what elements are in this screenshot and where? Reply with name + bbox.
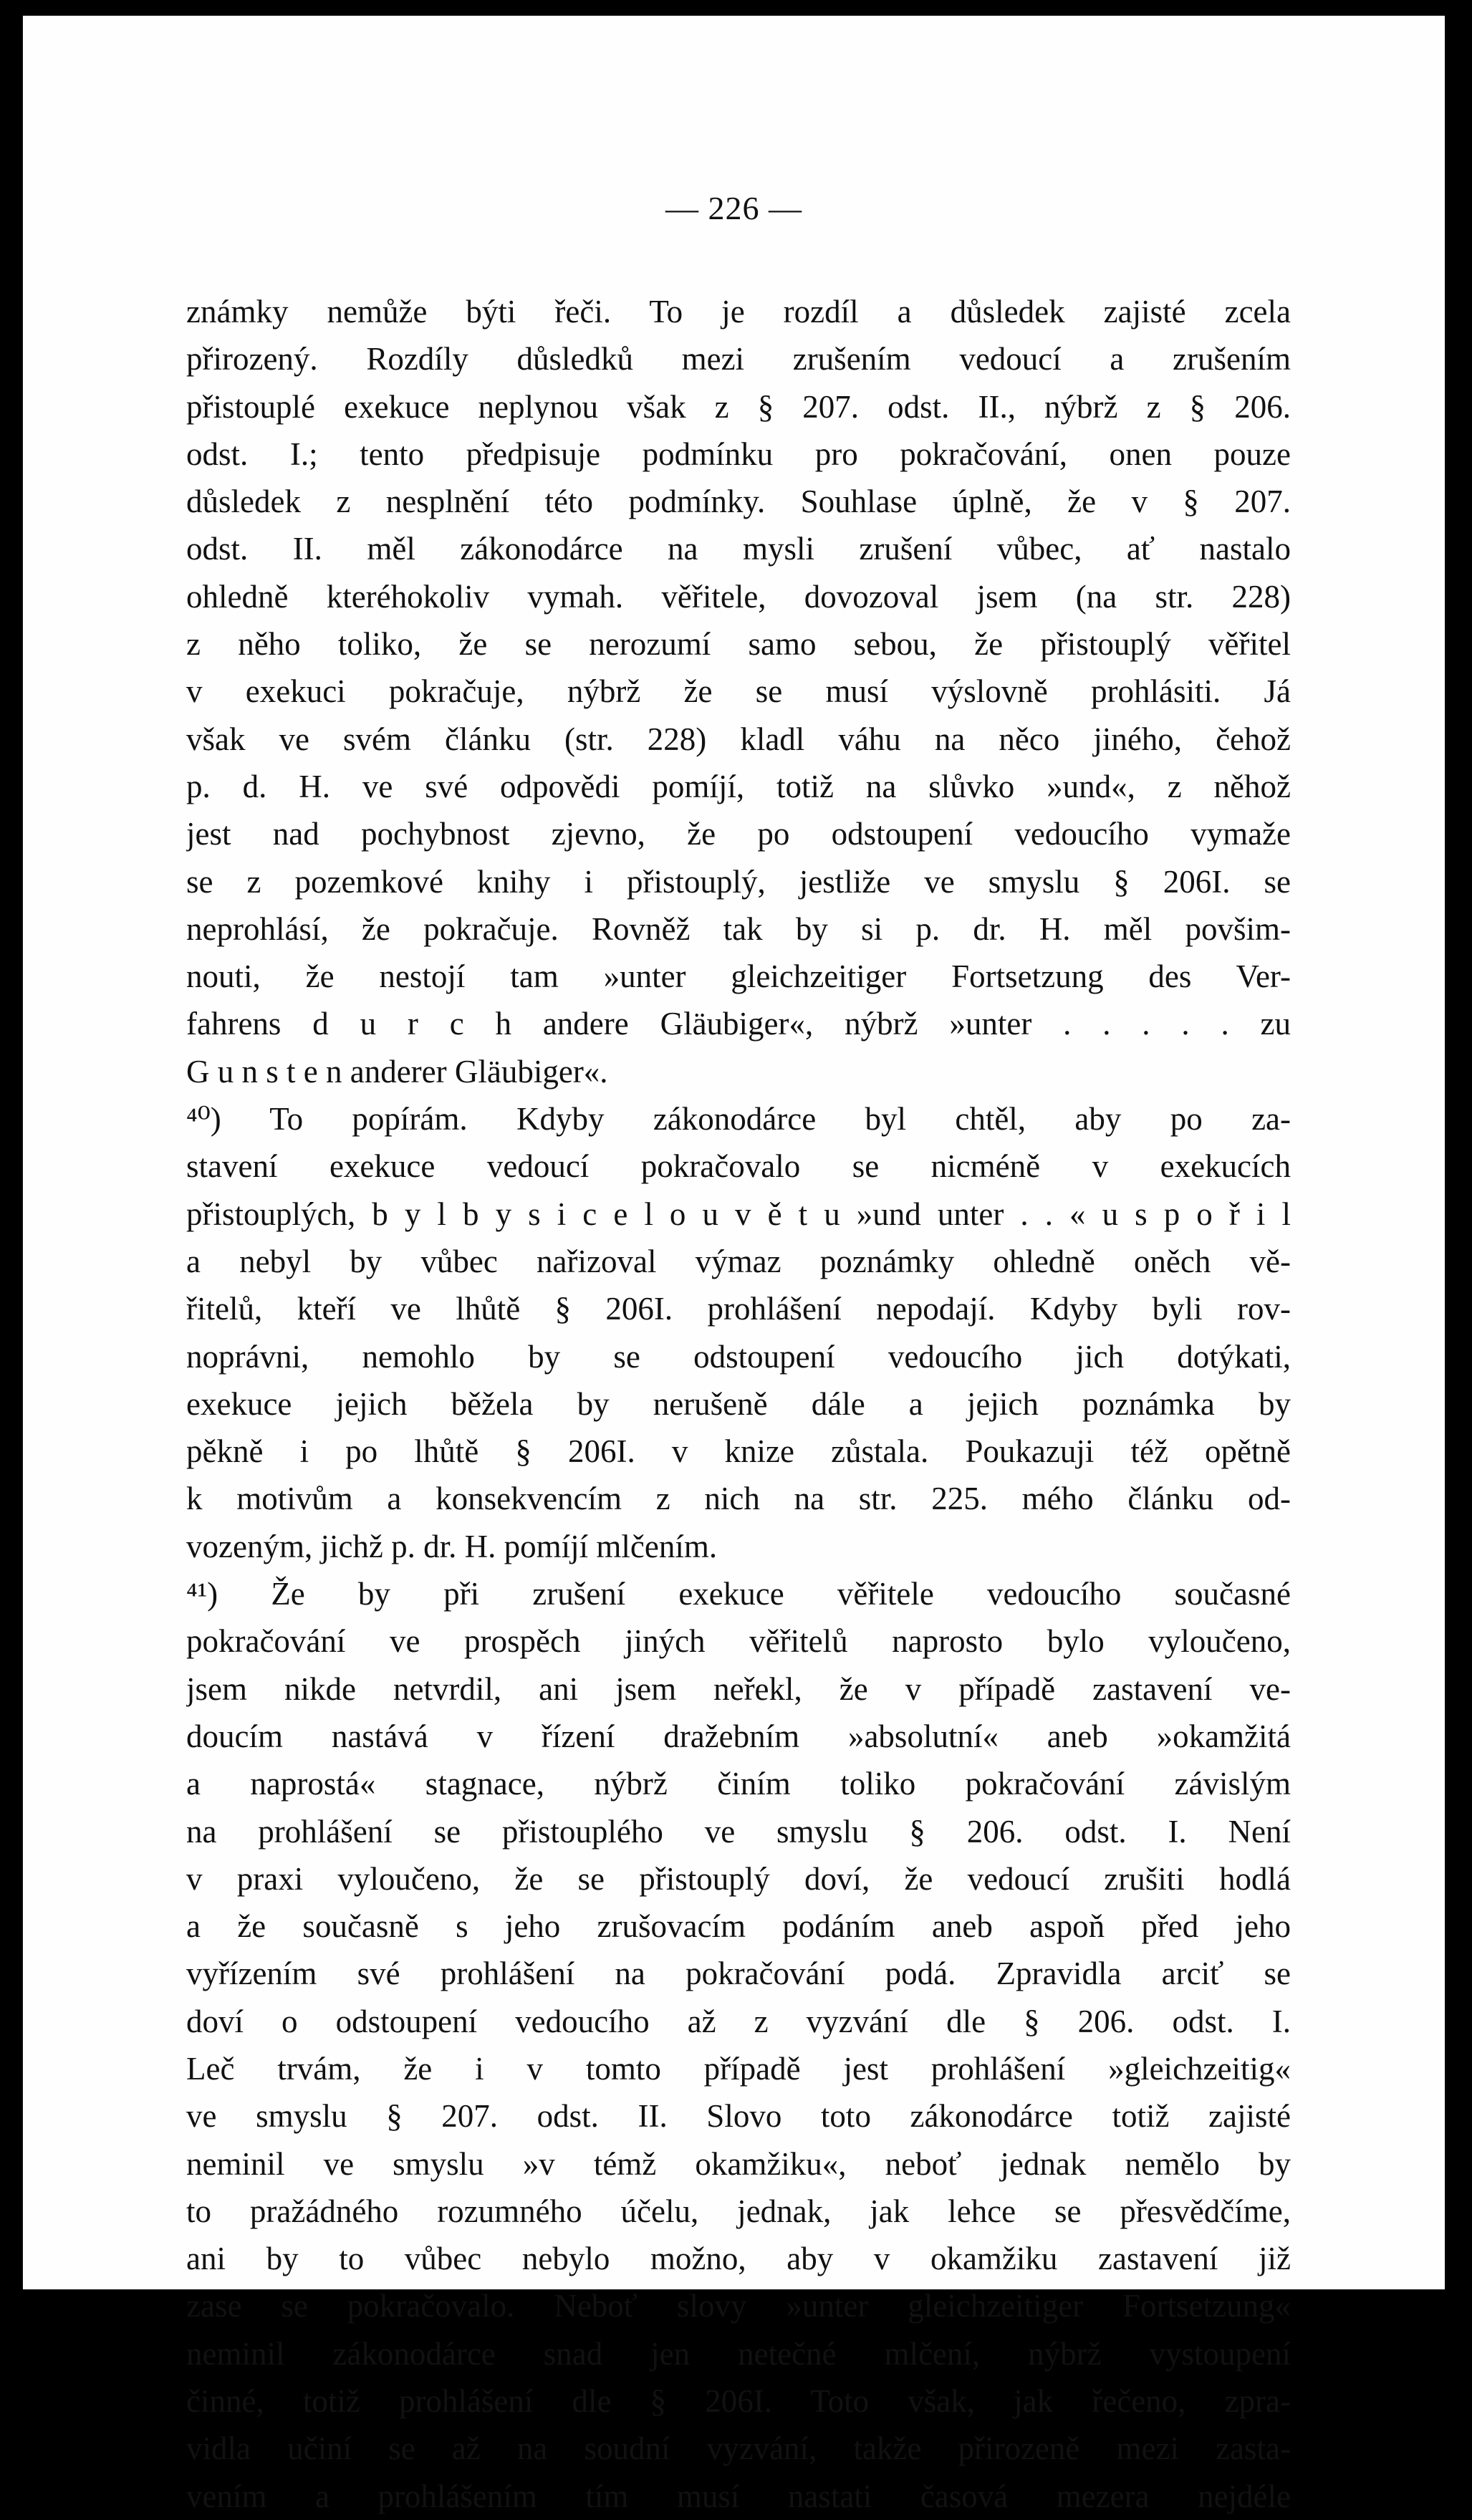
text-line: zase se pokračovalo. Neboť slovy »unter gleichzeitiger Fortsetzung« bbox=[186, 2288, 1291, 2324]
text-line: noprávni, nemohlo by se odstoupení vedoucího jich dotýkati, bbox=[186, 1338, 1291, 1375]
text-line: přistouplých, b y l b y s i c e l o u v ě t u »und unter . . « u s p o ř i l bbox=[186, 1196, 1291, 1232]
text-line: jsem nikde netvrdil, ani jsem neřekl, že v případě zastavení ve- bbox=[186, 1670, 1291, 1707]
body-text bbox=[186, 288, 1291, 2520]
text-line: pokračování ve prospěch jiných věřitelů naprosto bylo vyloučeno, bbox=[186, 1623, 1291, 1660]
page-number: — 226 — bbox=[665, 190, 802, 226]
text-line: fahrens d u r c h andere Gläubiger«, nýbrž »unter . . . . . zu bbox=[186, 1006, 1291, 1042]
text-line: řitelů, kteří ve lhůtě § 206I. prohlášení nepodají. Kdyby byli rov- bbox=[186, 1291, 1291, 1327]
paragraph-end-line: vozeným, jichž p. dr. H. pomíjí mlčením. bbox=[186, 1528, 718, 1564]
text-line: přistouplé exekuce neplynou však z § 207. odst. II., nýbrž z § 206. bbox=[186, 388, 1291, 425]
text-line: vidla učiní se až na soudní vyzvání, takže přirozeně mezi zasta- bbox=[186, 2430, 1291, 2467]
text-line: vením a prohlášením tím musí nastati časová mezera nejdéle bbox=[186, 2478, 1291, 2514]
text-line: neminil ve smyslu »v témž okamžiku«, neboť jednak nemělo by bbox=[186, 2145, 1291, 2182]
text-line: doucím nastává v řízení dražebním »absolutní« aneb »okamžitá bbox=[186, 1718, 1291, 1754]
text-line: důsledek z nesplnění této podmínky. Souhlase úplně, že v § 207. bbox=[186, 484, 1291, 520]
footnote-40-start: ⁴⁰) To popírám. Kdyby zákonodárce byl chtěl, aby po za- bbox=[186, 1101, 1291, 1138]
text-line: přirozený. Rozdíly důsledků mezi zrušením vedoucí a zrušením bbox=[186, 341, 1291, 377]
text-line: vyřízením své prohlášení na pokračování podá. Zpravidla arciť se bbox=[186, 1956, 1291, 1992]
book-page bbox=[23, 16, 1445, 2514]
text-line: ve smyslu § 207. odst. II. Slovo toto zákonodárce totiž zajisté bbox=[186, 2098, 1291, 2135]
text-line: na prohlášení se přistouplého ve smyslu § 206. odst. I. Není bbox=[186, 1813, 1291, 1850]
text-line: jest nad pochybnost zjevno, že po odstoupení vedoucího vymaže bbox=[186, 816, 1291, 852]
text-line: neminil zákonodárce snad jen netečné mlčení, nýbrž vystoupení bbox=[186, 2335, 1291, 2372]
text-line: ohledně kteréhokoliv vymah. věřitele, dovozoval jsem (na str. 228) bbox=[186, 578, 1291, 615]
text-line: v exekuci pokračuje, nýbrž že se musí výslovně prohlásiti. Já bbox=[186, 673, 1291, 710]
text-line: odst. II. měl zákonodárce na mysli zrušení vůbec, ať nastalo bbox=[186, 531, 1291, 567]
text-line: a nebyl by vůbec nařizoval výmaz poznámky ohledně oněch vě- bbox=[186, 1243, 1291, 1279]
text-line: a naprostá« stagnace, nýbrž činím toliko pokračování závislým bbox=[186, 1766, 1291, 1802]
text-line: pěkně i po lhůtě § 206I. v knize zůstala. Poukazuji též opětně bbox=[186, 1433, 1291, 1470]
text-line: k motivům a konsekvencím z nich na str. 225. mého článku od- bbox=[186, 1481, 1291, 1517]
text-line: Leč trvám, že i v tomto případě jest prohlášení »gleichzeitig« bbox=[186, 2050, 1291, 2087]
text-line: stavení exekuce vedoucí pokračovalo se nicméně v exekucích bbox=[186, 1148, 1291, 1185]
text-line: nouti, že nestojí tam »unter gleichzeitiger Fortsetzung des Ver- bbox=[186, 958, 1291, 995]
text-line: v praxi vyloučeno, že se přistouplý doví, že vedoucí zrušiti hodlá bbox=[186, 1860, 1291, 1897]
text-line: z něho toliko, že se nerozumí samo sebou, že přistouplý věřitel bbox=[186, 626, 1291, 663]
text-line: doví o odstoupení vedoucího až z vyzvání dle § 206. odst. I. bbox=[186, 2003, 1291, 2039]
text-line: a že současně s jeho zrušovacím podáním aneb aspoň před jeho bbox=[186, 1908, 1291, 1945]
text-line: známky nemůže býti řeči. To je rozdíl a důsledek zajisté zcela bbox=[186, 294, 1291, 330]
text-line: ani by to vůbec nebylo možno, aby v okamžiku zastavení již bbox=[186, 2241, 1291, 2277]
text-line: odst. I.; tento předpisuje podmínku pro pokračování, onen pouze bbox=[186, 436, 1291, 472]
footnote-41-start: ⁴¹) Že by při zrušení exekuce věřitele vedoucího současné bbox=[186, 1576, 1291, 1612]
text-line: činné, totiž prohlášení dle § 206I. Toto však, jak řečeno, zpra- bbox=[186, 2383, 1291, 2420]
text-line: se z pozemkové knihy i přistouplý, jestliže ve smyslu § 206I. se bbox=[186, 863, 1291, 900]
paragraph-end-line: G u n s t e n anderer Gläubiger«. bbox=[186, 1053, 608, 1090]
text-line: to pražádného rozumného účelu, jednak, jak lehce se přesvědčíme, bbox=[186, 2193, 1291, 2229]
text-line: neprohlásí, že pokračuje. Rovněž tak by si p. dr. H. měl povšim- bbox=[186, 910, 1291, 947]
text-line: exekuce jejich běžela by nerušeně dále a jejich poznámka by bbox=[186, 1385, 1291, 1422]
text-line: však ve svém článku (str. 228) kladl váhu na něco jiného, čehož bbox=[186, 721, 1291, 757]
text-line: p. d. H. ve své odpovědi pomíjí, totiž na slůvko »und«, z něhož bbox=[186, 768, 1291, 804]
